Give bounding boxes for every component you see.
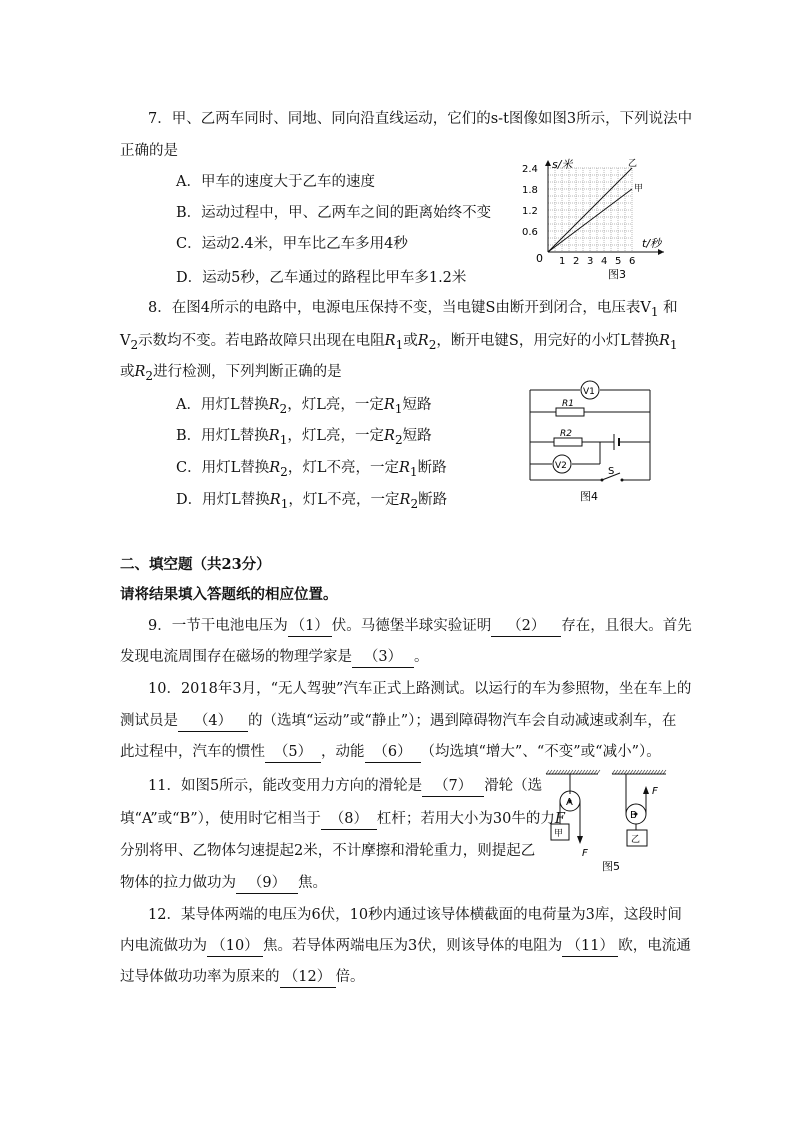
ceiling-hatch — [612, 770, 615, 774]
answer-blank-5: （5） — [265, 742, 321, 763]
block-yi-label: 乙 — [631, 835, 641, 845]
q7-stem-line2: 正确的是 — [120, 143, 178, 159]
ceiling-hatch — [618, 770, 621, 774]
section-2-title: 二、填空题（共23分） — [120, 556, 271, 573]
x-tick-label: 3 — [587, 256, 594, 267]
ceiling-hatch — [627, 770, 630, 774]
section-2-note: 请将结果填入答题纸的相应位置。 — [120, 586, 338, 603]
q11-line1: 11．如图5所示，能改变用力方向的滑轮是 （7） 滑轮（选 — [148, 776, 542, 797]
q8-stem-line2: $V_2$示数均不变。若电路故障只出现在电阻$R_1$或$R_2$，断开电键S，用完好的小灯L替换$R_1$ — [120, 333, 678, 352]
ceiling-hatch — [555, 770, 558, 774]
ceiling-hatch — [624, 770, 627, 774]
force-arrow-down-icon — [577, 836, 583, 844]
q10-line3: 此过程中，汽车的惯性 （5） ，动能 （6） （均选填“增大”、“不变”或“减小”）。 — [120, 742, 661, 763]
x-tick-label: 6 — [629, 256, 636, 267]
ceiling-hatch — [639, 770, 642, 774]
force-label-b: F — [652, 786, 658, 797]
q8-stem-line3: 或$R_2$进行检测，下列判断正确的是 — [120, 364, 342, 383]
q8-option-c: C．用灯L替换$R_2$，灯L不亮，一定$R_1$断路 — [176, 460, 447, 479]
answer-blank-10: （10） — [207, 936, 263, 957]
q11-line4: 物体的拉力做功为 （9） 焦。 — [120, 873, 327, 894]
figure-5-pulleys — [540, 768, 680, 878]
answer-blank-3: （3） — [352, 647, 414, 668]
ceiling-hatch — [567, 770, 570, 774]
q12-line1: 12．某导体两端的电压为6伏，10秒内通过该导体横截面的电荷量为3库，这段时间 — [148, 907, 682, 923]
r2-label: R2 — [560, 429, 572, 439]
ceiling-hatch — [579, 770, 582, 774]
ceiling-hatch — [582, 770, 585, 774]
ceiling-hatch — [633, 770, 636, 774]
answer-blank-6: （6） — [365, 742, 421, 763]
series-label-yi: 乙 — [628, 159, 638, 169]
y-axis-label: s/米 — [552, 158, 573, 171]
answer-blank-7: （7） — [422, 776, 484, 797]
x-axis-label: t/秒 — [642, 237, 662, 250]
r1-label: R1 — [562, 399, 574, 409]
ceiling-hatch — [594, 770, 597, 774]
q11-line2: 填“A”或“B”），使用时它相当于 （8） 杠杆；若用大小为30牛的力F — [120, 809, 565, 830]
x-tick-label: 5 — [615, 256, 622, 267]
force-arrow-up-icon — [643, 786, 649, 794]
resistor-r1 — [556, 408, 584, 416]
q7-option-d: D．运动5秒，乙车通过的路程比甲车多1.2米 — [176, 270, 467, 286]
series-label-jia: 甲 — [634, 184, 644, 194]
v1-label: V1 — [583, 387, 595, 397]
ceiling-hatch — [654, 770, 657, 774]
ceiling-hatch — [648, 770, 651, 774]
ceiling-hatch — [642, 770, 645, 774]
figure-3-st-graph — [516, 158, 668, 284]
ceiling-hatch — [636, 770, 639, 774]
q8-option-a: A．用灯L替换$R_2$，灯L亮，一定$R_1$短路 — [176, 397, 432, 416]
ceiling-hatch — [564, 770, 567, 774]
ceiling-hatch — [570, 770, 573, 774]
ceiling-hatch — [573, 770, 576, 774]
ceiling-hatch — [585, 770, 588, 774]
pulley-b-label: B — [630, 810, 637, 821]
q8-option-d: D．用灯L替换$R_1$，灯L不亮，一定$R_2$断路 — [176, 492, 448, 511]
ceiling-hatch — [660, 770, 663, 774]
figure-4-caption: 图4 — [580, 490, 598, 503]
switch-label: S — [608, 466, 615, 477]
ceiling-hatch — [588, 770, 591, 774]
ceiling-hatch — [645, 770, 648, 774]
v2-label: V2 — [555, 461, 567, 471]
ceiling-hatch — [558, 770, 561, 774]
y-tick-label: 0.6 — [522, 227, 538, 238]
ceiling-hatch — [576, 770, 579, 774]
q7-option-c: C．运动2.4米，甲车比乙车多用4秒 — [176, 236, 408, 252]
ceiling-hatch — [546, 770, 549, 774]
figure-4-circuit — [526, 376, 656, 504]
ceiling-hatch — [657, 770, 660, 774]
resistor-r2 — [554, 438, 582, 446]
y-axis-arrow-icon — [545, 160, 551, 166]
ceiling-hatch — [621, 770, 624, 774]
ceiling-hatch — [552, 770, 555, 774]
answer-blank-2: （2） — [491, 616, 561, 637]
ceiling-hatch — [597, 770, 600, 774]
figure-5-caption: 图5 — [602, 860, 620, 873]
q7-option-b: B．运动过程中，甲、乙两车之间的距离始终不变 — [176, 205, 492, 221]
q8-stem-line1: 8．在图4所示的电路中，电源电压保持不变，当电键S由断开到闭合，电压表$V_1$ 和 — [148, 300, 678, 319]
q8-option-b: B．用灯L替换$R_1$，灯L亮，一定$R_2$短路 — [176, 428, 432, 447]
ceiling-hatch — [549, 770, 552, 774]
answer-blank-1: （1） — [288, 616, 332, 637]
answer-blank-9: （9） — [236, 873, 298, 894]
force-label-a: F — [582, 848, 588, 859]
ceiling-hatch — [591, 770, 594, 774]
q10-line1: 10．2018年3月，“无人驾驶”汽车正式上路测试。以运行的车为参照物，坐在车上的 — [148, 681, 692, 697]
q9-line2: 发现电流周围存在磁场的物理学家是 （3） 。 — [120, 647, 429, 668]
q7-option-a: A．甲车的速度大于乙车的速度 — [176, 174, 375, 190]
pulley-a-label: A — [566, 797, 573, 808]
y-tick-label: 1.2 — [522, 206, 538, 217]
x-tick-label: 2 — [573, 256, 580, 267]
x-tick-label: 4 — [601, 256, 608, 267]
q9-line1: 9．一节干电池电压为 （1） 伏。马德堡半球实验证明 （2） 存在，且很大。首先 — [148, 616, 692, 637]
y-tick-label: 2.4 — [522, 164, 538, 175]
block-jia-label: 甲 — [554, 829, 564, 839]
ceiling-hatch — [630, 770, 633, 774]
ceiling-hatch — [615, 770, 618, 774]
answer-blank-4: （4） — [178, 711, 248, 732]
figure-3-caption: 图3 — [608, 268, 626, 281]
q12-line2: 内电流做功为 （10） 焦。若导体两端电压为3伏，则该导体的电阻为 （11） 欧，电流通 — [120, 936, 691, 957]
ceiling-hatch — [651, 770, 654, 774]
answer-blank-11: （11） — [562, 936, 618, 957]
ceiling-hatch — [663, 770, 666, 774]
q10-line2: 测试员是 （4） 的（选填“运动”或“静止”）；遇到障碍物汽车会自动减速或刹车，在 — [120, 711, 676, 732]
q11-line3: 分别将甲、乙物体匀速提起2米，不计摩擦和滑轮重力，则提起乙 — [120, 843, 536, 859]
ceiling-hatch — [561, 770, 564, 774]
answer-blank-8: （8） — [321, 809, 377, 830]
origin-label: 0 — [536, 252, 543, 265]
x-tick-label: 1 — [559, 256, 566, 267]
q7-stem-line1: 7．甲、乙两车同时、同地、同向沿直线运动，它们的s-t图像如图3所示，下列说法中 — [148, 111, 693, 127]
answer-blank-12: （12） — [280, 967, 336, 988]
q12-line3: 过导体做功功率为原来的 （12） 倍。 — [120, 967, 365, 988]
y-tick-label: 1.8 — [522, 185, 538, 196]
